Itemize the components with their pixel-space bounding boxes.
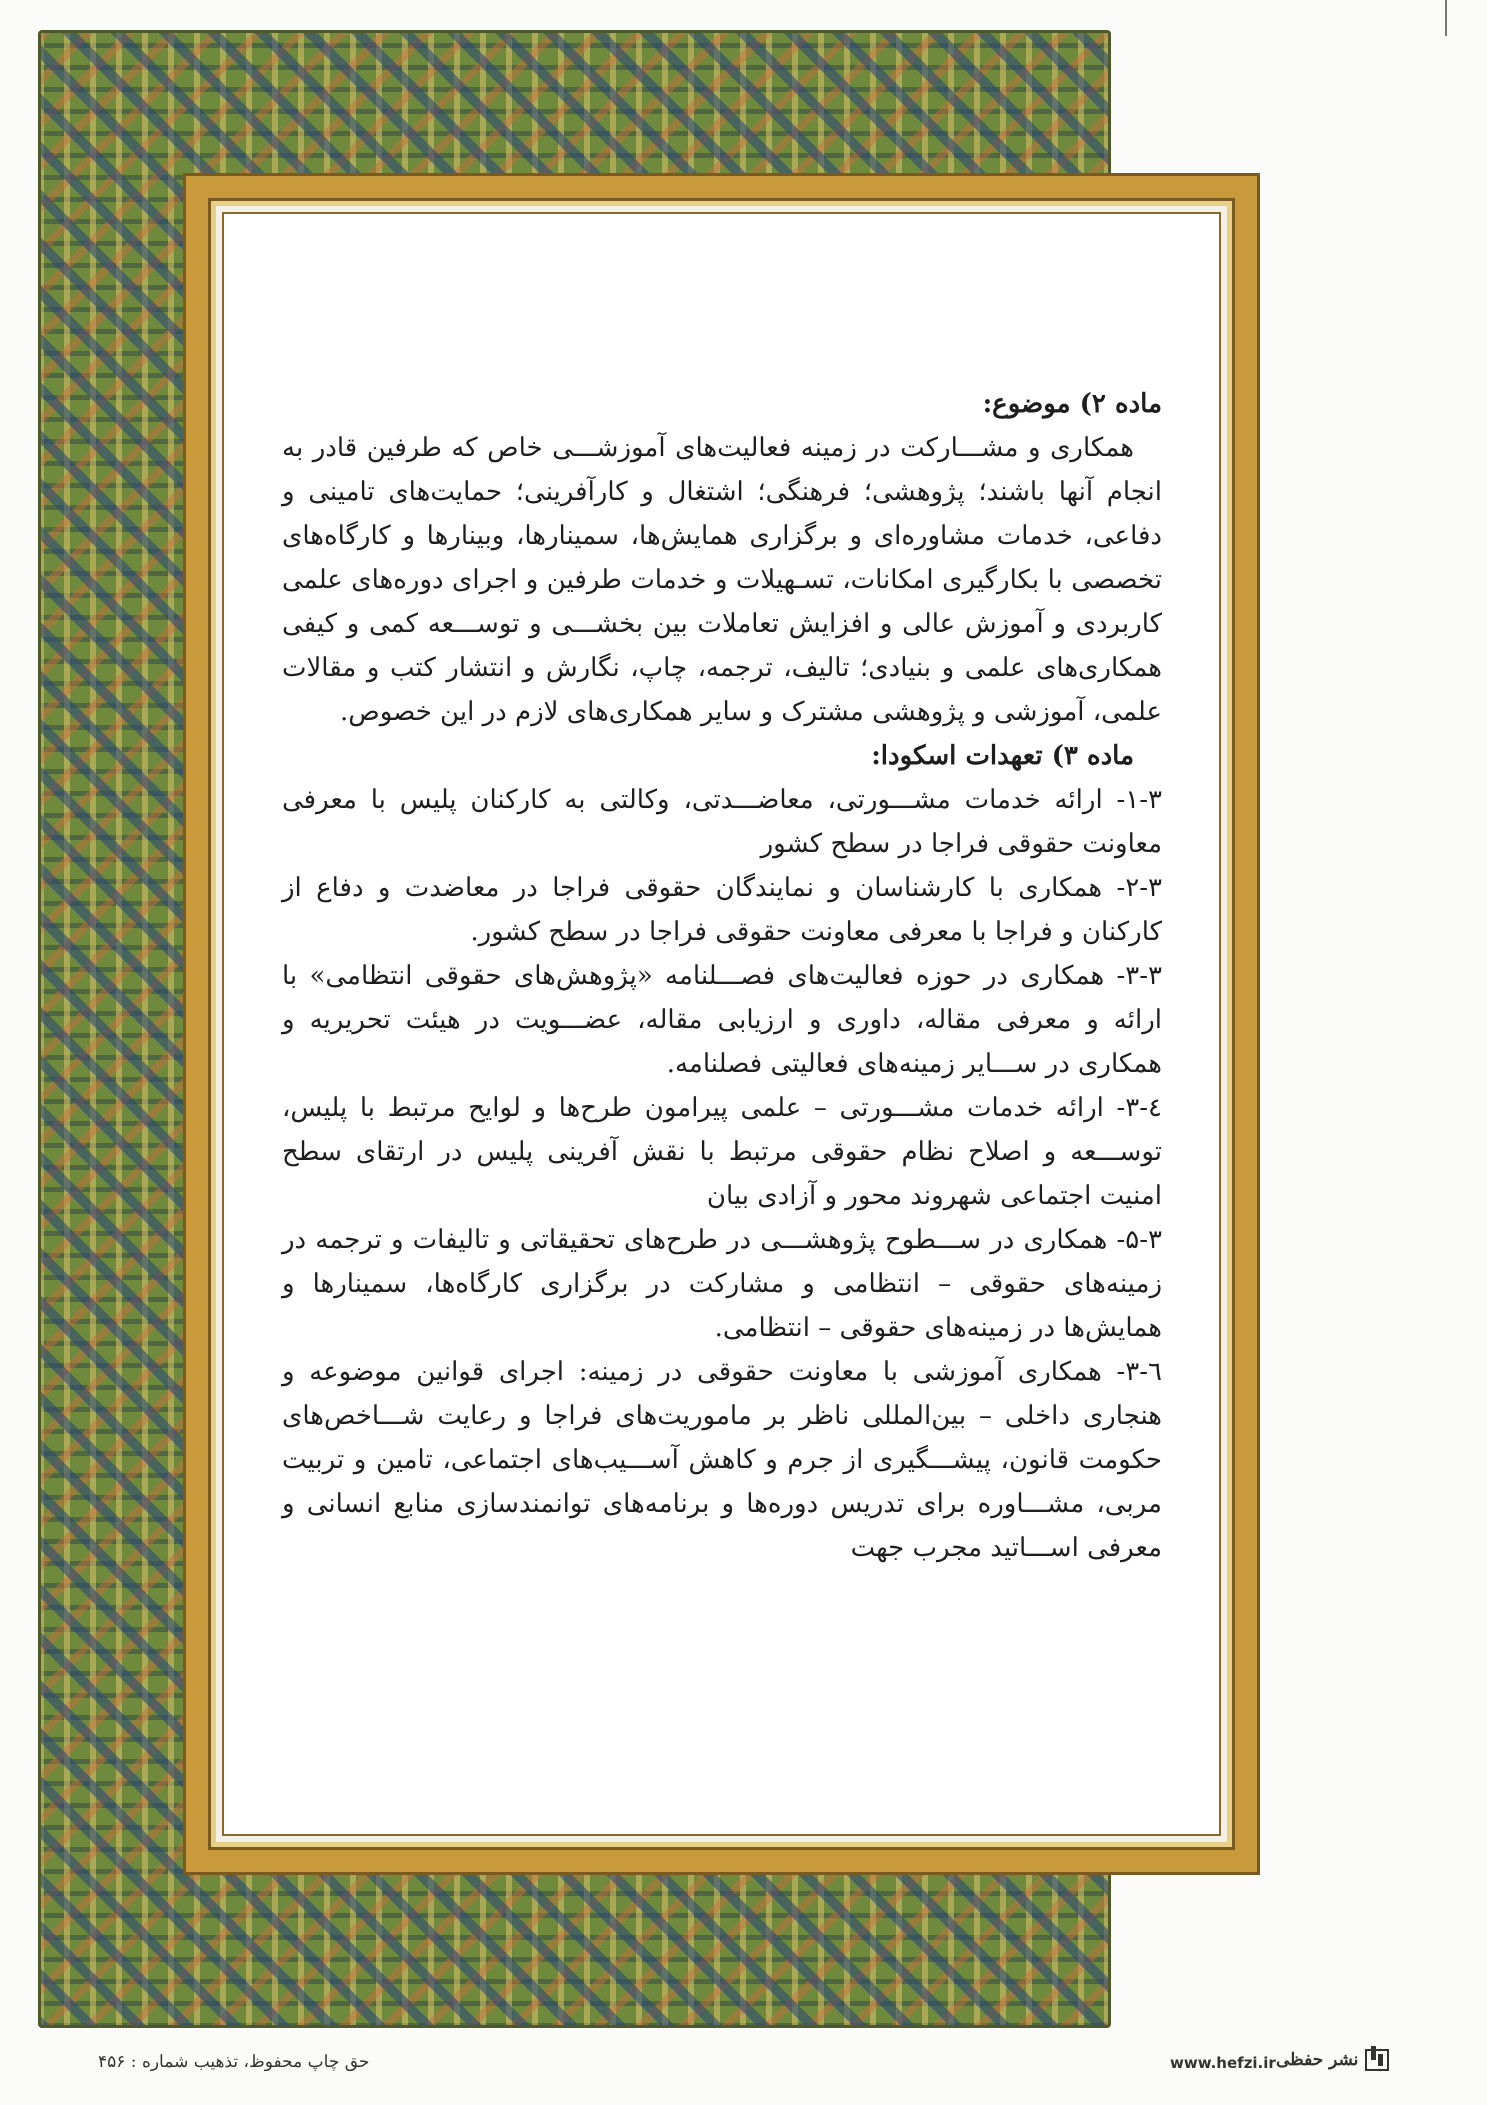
document-body	[282, 382, 1162, 1570]
article-3-item-2: ۲-۳- همکاری با کارشناسان و نمایندگان حقوقی فراجا در معاضدت و دفاع از کارکنان و فراجا با معرفی معاونت حقوقی فراجا در سطح کشور.	[282, 873, 1162, 947]
footer-copyright: حق چاپ محفوظ، تذهیب شماره : ۴۵۶	[98, 2052, 370, 2072]
publisher-logo-icon	[1362, 2044, 1392, 2074]
article-2-heading: ماده ۲) موضوع:	[982, 389, 1162, 419]
article-3-heading: ماده ۳) تعهدات اسکودا:	[871, 741, 1134, 771]
article-3-item-5: ۵-۳- همکاری در ســـطوح پژوهشـــی در طرح‌های تحقیقاتی و تالیفات و ترجمه در زمینه‌های حقوقی – انتظامی و مشارکت در برگزاری کارگاه‌ها، سمینارها و همایش‌ها در زمینه‌های حقوقی – انتظامی.	[282, 1225, 1162, 1343]
article-3-item-6: ٦-۳- همکاری آموزشی با معاونت حقوقی در زمینه: اجرای قوانین موضوعه و هنجاری داخلی – بین‌المللی ناظر بر ماموریت‌های فراجا و رعایت شـــاخص‌های حکومت قانون، پیشـــگیری از جرم و کاهش آســـیب‌های اجتماعی، تامین و تربیت مربی، مشـــاوره برای تدریس دوره‌ها و برنامه‌های توانمندسازی منابع انسانی و معرفی اســـاتید مجرب جهت	[282, 1357, 1162, 1563]
article-3-item-4: ٤-۳- ارائه خدمات مشـــورتی – علمی پیرامون طرح‌ها و لوایح مرتبط با پلیس، توســـعه و اصلاح نظام حقوقی مرتبط با نقش آفرینی پلیس در ارتقای سطح امنیت اجتماعی شهروند محور و آزادی بیان	[282, 1093, 1162, 1211]
footer-publisher: نشر حفظی	[1276, 2050, 1359, 2070]
edge-mark	[1445, 0, 1447, 36]
article-3-item-3: ۳-۳- همکاری در حوزه فعالیت‌های فصـــلنامه «پژوهش‌های حقوقی انتظامی» با ارائه و معرفی مقاله، داوری و ارزیابی مقاله، عضـــویت در هیئت تحریریه و همکاری در ســـایر زمینه‌های فعالیتی فصلنامه.	[282, 961, 1163, 1079]
article-3-item-1: ۱-۳- ارائه خدمات مشـــورتی، معاضـــدتی، وکالتی به کارکنان پلیس با معرفی معاونت حقوقی فراجا در سطح کشور	[282, 785, 1162, 859]
footer-website: www.hefzi.ir	[1170, 2054, 1276, 2072]
article-2-paragraph: همکاری و مشـــارکت در زمینه فعالیت‌های آموزشـــی خاص که طرفین قادر به انجام آنها باشند؛ پژوهشی؛ فرهنگی؛ اشتغال و کارآفرینی؛ حمایت‌های تامینی و دفاعی، خدمات مشاوره‌ای و برگزاری همایش‌ها، سمینارها، وبینارها و کارگاه‌های تخصصی با بکارگیری امکانات، تسـهیلات و خدمات طرفین و اجرای دوره‌های علمی کاربردی و آموزش عالی و افزایش تعاملات بین بخشـــی و توســـعه کمی و کیفی همکاری‌های علمی و بنیادی؛ تالیف، ترجمه، چاپ، نگارش و انتشار کتب و مقالات علمی، آموزشی و پژوهشی مشترک و سایر همکاری‌های لازم در این خصوص.	[282, 433, 1162, 727]
